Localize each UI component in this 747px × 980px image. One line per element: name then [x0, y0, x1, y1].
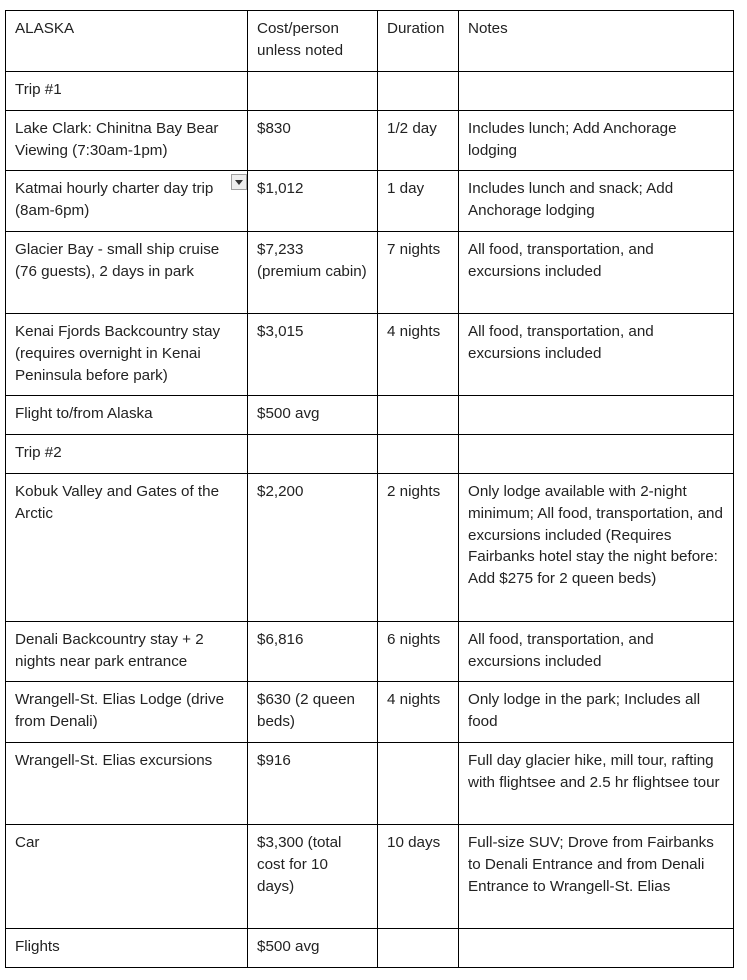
table-cell-cost[interactable] — [248, 72, 378, 111]
table-cell-activity[interactable]: Car — [6, 825, 248, 929]
table-cell-duration[interactable] — [378, 435, 459, 474]
table-cell-notes[interactable] — [459, 72, 734, 111]
table-cell-duration[interactable]: 10 days — [378, 825, 459, 929]
table-cell-cost[interactable]: $1,012 — [248, 171, 378, 232]
table-cell-activity[interactable]: Kenai Fjords Backcountry stay (requires overnight in Kenai Peninsula before park) — [6, 314, 248, 396]
header-cell-region[interactable]: ALASKA — [6, 11, 248, 72]
table-cell-activity[interactable]: Kobuk Valley and Gates of the Arctic — [6, 474, 248, 622]
table-row — [6, 825, 734, 929]
table-cell-cost[interactable]: $3,015 — [248, 314, 378, 396]
table-row — [6, 111, 734, 171]
table-cell-notes[interactable]: Full-size SUV; Drove from Fairbanks to Denali Entrance and from Denali Entrance to Wrangell-St. Elias — [459, 825, 734, 929]
table-cell-notes[interactable]: All food, transportation, and excursions included — [459, 622, 734, 682]
header-cell-notes[interactable]: Notes — [459, 11, 734, 72]
table-cell-duration[interactable] — [378, 743, 459, 825]
cell-content — [15, 178, 239, 222]
table-cell-notes[interactable]: Only lodge in the park; Includes all food — [459, 682, 734, 743]
trip-cost-table — [5, 10, 734, 968]
table-cell-notes[interactable]: Only lodge available with 2-night minimum; All food, transportation, and excursions included (Requires Fairbanks hotel stay the night before: Add $275 for 2 queen beds) — [459, 474, 734, 622]
table-row — [6, 474, 734, 622]
table-cell-notes[interactable]: All food, transportation, and excursions included — [459, 232, 734, 314]
table-row — [6, 72, 734, 111]
table-cell-duration[interactable] — [378, 929, 459, 968]
table-cell-notes[interactable]: Includes lunch; Add Anchorage lodging — [459, 111, 734, 171]
table-cell-activity[interactable]: Wrangell-St. Elias Lodge (drive from Denali) — [6, 682, 248, 743]
header-cell-cost[interactable]: Cost/person unless noted — [248, 11, 378, 72]
table-cell-activity[interactable]: Flight to/from Alaska — [6, 396, 248, 435]
table-row — [6, 396, 734, 435]
table-cell-activity[interactable]: Flights — [6, 929, 248, 968]
table-cell-activity[interactable]: Denali Backcountry stay + 2 nights near park entrance — [6, 622, 248, 682]
table-row — [6, 232, 734, 314]
table-cell-activity[interactable] — [6, 171, 248, 232]
dropdown-arrow-icon[interactable] — [231, 174, 247, 190]
table-cell-cost[interactable]: $3,300 (total cost for 10 days) — [248, 825, 378, 929]
table-cell-activity[interactable]: Wrangell-St. Elias excursions — [6, 743, 248, 825]
table-cell-cost[interactable]: $7,233 (premium cabin) — [248, 232, 378, 314]
table-cell-notes[interactable]: All food, transportation, and excursions included — [459, 314, 734, 396]
table-row — [6, 171, 734, 232]
table-cell-duration[interactable] — [378, 396, 459, 435]
table-cell-duration[interactable]: 4 nights — [378, 682, 459, 743]
table-cell-duration[interactable]: 1/2 day — [378, 111, 459, 171]
table-cell-cost[interactable]: $500 avg — [248, 929, 378, 968]
table-cell-activity[interactable]: Trip #1 — [6, 72, 248, 111]
table-header-row — [6, 11, 734, 72]
table-cell-duration[interactable]: 7 nights — [378, 232, 459, 314]
table-cell-cost[interactable]: $916 — [248, 743, 378, 825]
table-cell-cost[interactable] — [248, 435, 378, 474]
table-cell-duration[interactable]: 4 nights — [378, 314, 459, 396]
table-cell-activity[interactable]: Lake Clark: Chinitna Bay Bear Viewing (7:30am-1pm) — [6, 111, 248, 171]
table-cell-notes[interactable] — [459, 435, 734, 474]
table-cell-notes[interactable]: Includes lunch and snack; Add Anchorage lodging — [459, 171, 734, 232]
table-cell-cost[interactable]: $2,200 — [248, 474, 378, 622]
table-row — [6, 743, 734, 825]
table-cell-cost[interactable]: $830 — [248, 111, 378, 171]
table-row — [6, 622, 734, 682]
table-row — [6, 435, 734, 474]
table-cell-cost[interactable]: $630 (2 queen beds) — [248, 682, 378, 743]
table-cell-duration[interactable]: 1 day — [378, 171, 459, 232]
table-row — [6, 314, 734, 396]
table-cell-duration[interactable]: 2 nights — [378, 474, 459, 622]
table-cell-duration[interactable] — [378, 72, 459, 111]
header-cell-duration[interactable]: Duration — [378, 11, 459, 72]
table-cell-cost[interactable]: $6,816 — [248, 622, 378, 682]
table-cell-notes[interactable]: Full day glacier hike, mill tour, rafting with flightsee and 2.5 hr flightsee tour — [459, 743, 734, 825]
table-cell-text: Katmai hourly charter day trip (8am-6pm) — [15, 180, 214, 219]
table-cell-cost[interactable]: $500 avg — [248, 396, 378, 435]
table-row — [6, 929, 734, 968]
table-cell-duration[interactable]: 6 nights — [378, 622, 459, 682]
table-cell-activity[interactable]: Trip #2 — [6, 435, 248, 474]
table-row — [6, 682, 734, 743]
table-cell-notes[interactable] — [459, 929, 734, 968]
table-cell-notes[interactable] — [459, 396, 734, 435]
table-cell-activity[interactable]: Glacier Bay - small ship cruise (76 guests), 2 days in park — [6, 232, 248, 314]
